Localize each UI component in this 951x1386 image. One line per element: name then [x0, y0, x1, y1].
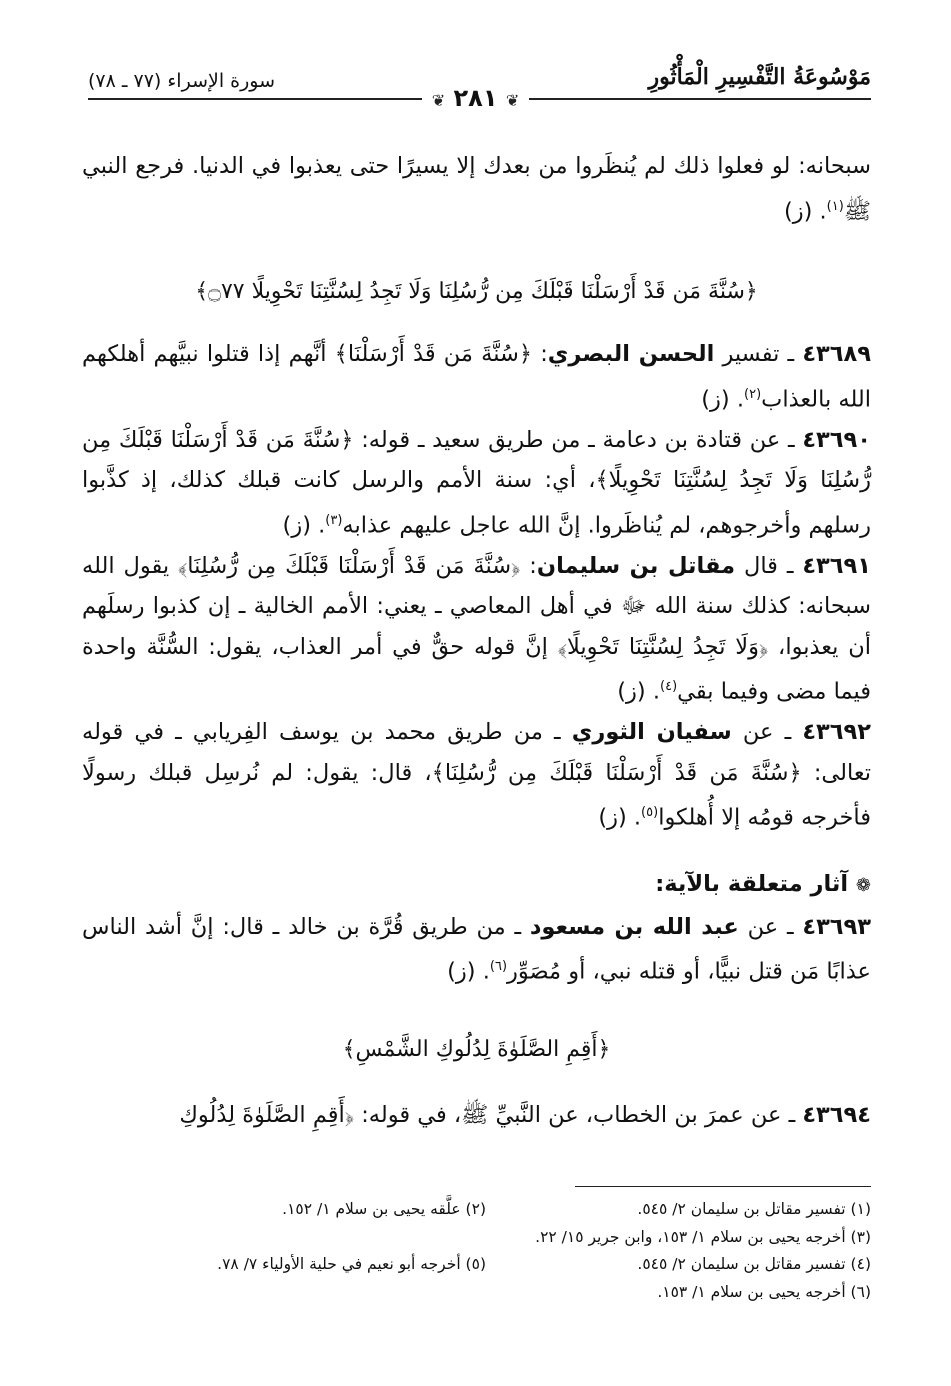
page-number: ٢٨١ [453, 84, 498, 112]
paragraph-continuation: سبحانه: لو فعلوا ذلك لم يُنظَروا من بعدك إلا يسيرًا حتى يعذبوا في الدنيا. فرجع النبي ﷺ$^{(١)}$. (ز) [82, 153, 871, 224]
quran-verse: ﴿أَقِمِ الصَّلَوٰةَ لِدُلُوكِ الشَّمْسِ﴾ [342, 1037, 611, 1062]
footnotes [120, 1196, 871, 1306]
athar-entry: ٤٣٦٩٢ ـ عن سفيان الثوري ـ من طريق محمد بن يوسف الفِريابي ـ في قوله تعالى: ﴿سُنَّةَ مَن قَدْ أَرْسَلْنَا قَبْلَكَ مِن رُّسُلِنَا﴾، قال: يقول: لم نُرسِل قبلك رسولًا فأخرجه قومُه إلا أُهلكوا$^{(٥)}$. (ز) [82, 719, 871, 831]
narrator-name: سفيان الثوري [571, 719, 732, 745]
section-heading: ❁ آثار متعلقة بالآية: [655, 871, 871, 897]
athar-entry: ٤٣٦٩٠ ـ عن قتادة بن دعامة ـ من طريق سعيد ـ قوله: ﴿سُنَّةَ مَن قَدْ أَرْسَلْنَا قَبْلَكَ مِن رُّسُلِنَا وَلَا تَجِدُ لِسُنَّتِنَا تَحْوِيلًا﴾، أي: سنة الأمم والرسل كانت قبلك كذلك، إذ كذَّبوا رسلهم وأخرجوهم، لم يُناظَروا. إنَّ الله عاجل عليهم عذابه$^{(٣)}$. (ز) [82, 426, 871, 538]
entry-number: ٤٣٦٩٠ [802, 426, 871, 453]
narrator-name: الحسن البصري [547, 341, 715, 367]
footnote: (٢) علَّقه يحيى بن سلام ١/ ١٥٢. [282, 1200, 486, 1218]
entry-number: ٤٣٦٩١ [802, 552, 871, 579]
footnote: (٣) أخرجه يحيى بن سلام ١/ ١٥٣، وابن جرير ١٥/ ٢٢. [535, 1227, 871, 1246]
narrator-name: عبد الله بن مسعود [529, 913, 739, 940]
footnote-ref: (٣) [325, 512, 343, 528]
footnote-ref: (١) [826, 198, 844, 214]
footnote-ref: (٢) [744, 386, 762, 402]
page-body [82, 146, 871, 1135]
footnote: (٥) أخرجه أبو نعيم في حلية الأولياء ٧/ ٧٨. [217, 1255, 486, 1273]
page-number-block [0, 84, 951, 112]
entry-number: ٤٣٦٩٣ [802, 913, 872, 940]
footnote-ref: (٥) [641, 805, 659, 820]
entry-number: ٤٣٦٩٤ [802, 1101, 871, 1128]
flower-icon: ❁ [855, 875, 871, 896]
entry-number: ٤٣٦٨٩ [802, 341, 871, 367]
athar-entry: ٤٣٦٩٣ ـ عن عبد الله بن مسعود ـ من طريق قُرَّة بن خالد ـ قال: إنَّ أشد الناس عذابًا مَن قتل نبيًّا، أو قتله نبي، أو مُصَوِّر$^{(٦)}$. (ز) [82, 913, 872, 985]
narrator-name: مقاتل بن سليمان [536, 552, 736, 579]
surah-label: سورة الإسراء (٧٧ ـ ٧٨) [88, 70, 276, 92]
footnote-ref: (٤) [660, 679, 678, 694]
ornament-icon: ❦ [505, 91, 520, 110]
ornament-icon: ❦ [431, 91, 446, 110]
footnote-separator [575, 1186, 871, 1187]
athar-entry: ٤٣٦٩٤ ـ عن عمرَ بن الخطاب، عن النَّبيِّ ﷺ، في قوله: ﴿أَقِمِ الصَّلَوٰةَ لِدُلُوكِ [179, 1101, 871, 1128]
footnote-ref: (٦) [489, 959, 508, 974]
quran-verse: ﴿سُنَّةَ مَن قَدْ أَرْسَلْنَا قَبْلَكَ مِن رُّسُلِنَا وَلَا تَجِدُ لِسُنَّتِنَا تَحْوِيلًا ۝٧٧﴾ [195, 278, 758, 304]
athar-entry: ٤٣٦٨٩ ـ تفسير الحسن البصري: ﴿سُنَّةَ مَن قَدْ أَرْسَلْنَا﴾ أنَّهم إذا قتلوا نبيَّهم أهلكهم الله بالعذاب$^{(٢)}$. (ز) [82, 341, 871, 412]
footnote: (٤) تفسير مقاتل بن سليمان ٢/ ٥٤٥. [637, 1255, 871, 1273]
entry-number: ٤٣٦٩٢ [802, 719, 871, 745]
book-title: مَوْسُوعَةُ التَّفْسِيرِ الْمَأْثُورِ [648, 64, 871, 90]
footnote: (٦) أخرجه يحيى بن سلام ١/ ١٥٣. [657, 1282, 871, 1301]
footnote: (١) تفسير مقاتل بن سليمان ٢/ ٥٤٥. [637, 1200, 871, 1218]
athar-entry: ٤٣٦٩١ ـ قال مقاتل بن سليمان: ﴿سُنَّةَ مَن قَدْ أَرْسَلْنَا قَبْلَكَ مِن رُّسُلِنَا﴾ يقول الله سبحانه: كذلك سنة الله ﷻ في أهل المعاصي ـ يعني: الأمم الخالية ـ إن كذبوا رسلَهم أن يعذبوا، ﴿وَلَا تَجِدُ لِسُنَّتِنَا تَحْوِيلًا﴾ إنَّ قوله حقٌّ في أمر العذاب، يقول: السُّنَّة واحدة فيما مضى وفيما بقي$^{(٤)}$. (ز) [82, 552, 871, 705]
